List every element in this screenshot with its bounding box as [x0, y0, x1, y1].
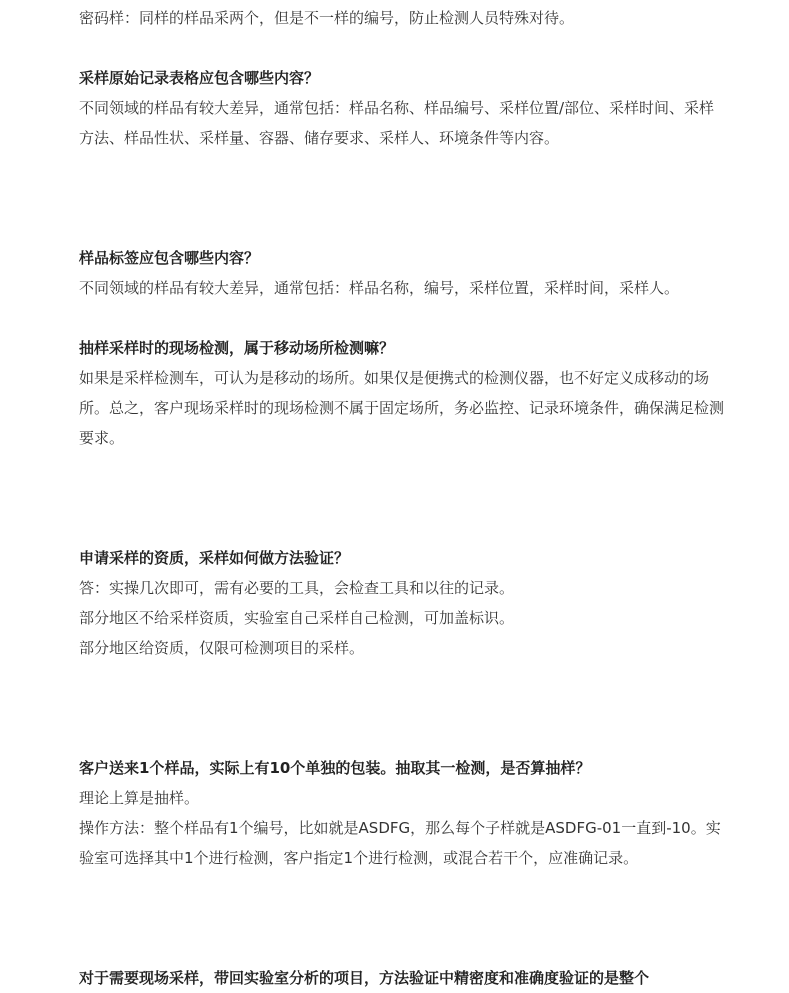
answer-text: 操作方法：整个样品有1个编号，比如就是ASDFG，那么每个子样就是ASDFG-01一直到-10。实验室可选择其中1个进行检测，客户指定1个进行检测，或混合若干个，应准确记录。: [79, 819, 721, 867]
question-heading: 抽样采样时的现场检测，属于移动场所检测嘛？: [79, 339, 395, 357]
answer-text: 如果是采样检测车，可认为是移动的场所。如果仅是便携式的检测仪器，也不好定义成移动的场所。总之，客户现场采样时的现场检测不属于固定场所，务必监控、记录环境条件，确保满足检测要求。: [79, 369, 725, 447]
answer-text: 不同领域的样品有较大差异，通常包括：样品名称、样品编号、采样位置/部位、采样时间、采样方法、样品性状、采样量、容器、储存要求、采样人、环境条件等内容。: [79, 99, 715, 147]
spacer: [79, 663, 724, 753]
answer-text: 部分地区不给采样资质，实验室自己采样自己检测，可加盖标识。: [79, 609, 515, 627]
question-heading: 采样原始记录表格应包含哪些内容？: [79, 69, 320, 87]
answer-text: 不同领域的样品有较大差异，通常包括：样品名称，编号，采样位置，采样时间，采样人。: [79, 279, 680, 297]
spacer: [79, 33, 724, 63]
answer-text: 理论上算是抽样。: [79, 789, 200, 807]
spacer: [79, 873, 724, 963]
question-heading: 客户送来1个样品，实际上有10个单独的包装。抽取其一检测，是否算抽样？: [79, 759, 591, 777]
answer-text: 答：实操几次即可，需有必要的工具，会检查工具和以往的记录。: [79, 579, 515, 597]
question-heading: 申请采样的资质，采样如何做方法验证？: [79, 549, 350, 567]
question-heading: 样品标签应包含哪些内容？: [79, 249, 260, 267]
spacer: [79, 153, 724, 243]
spacer: [79, 453, 724, 543]
answer-text: 部分地区给资质，仅限可检测项目的采样。: [79, 639, 365, 657]
spacer: [79, 303, 724, 333]
answer-text: 密码样：同样的样品采两个，但是不一样的编号，防止检测人员特殊对待。: [79, 9, 575, 27]
article-body: [79, 3, 724, 993]
question-heading: 对于需要现场采样，带回实验室分析的项目，方法验证中精密度和准确度验证的是整个: [79, 969, 650, 987]
